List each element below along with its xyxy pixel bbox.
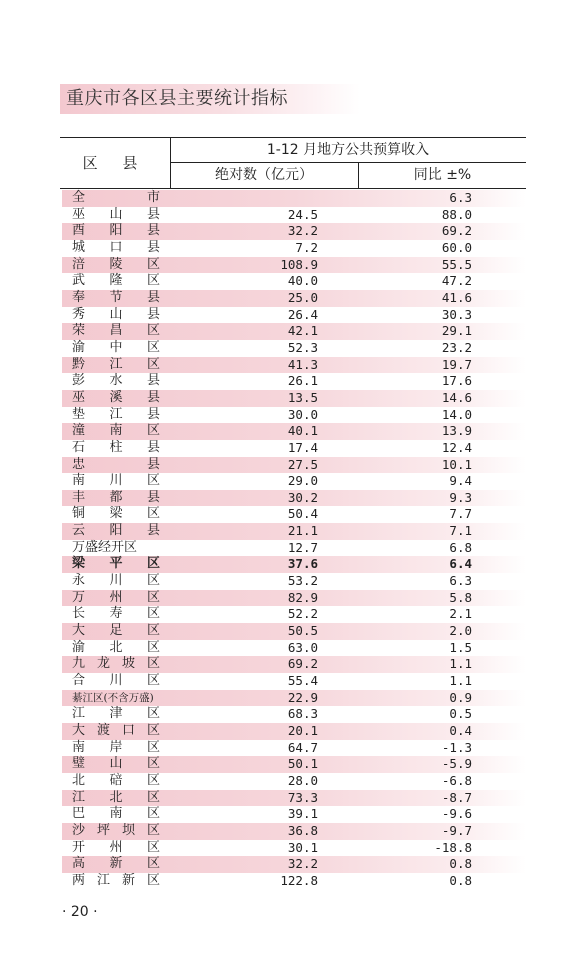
region-name: 沙 坪 坝 区 bbox=[72, 822, 160, 838]
yoy-change: 23.2 bbox=[441, 339, 472, 355]
table-row bbox=[62, 240, 526, 257]
region-name: 全 市 bbox=[72, 190, 160, 205]
absolute-value: 7.2 bbox=[295, 239, 318, 255]
yoy-change: 2.0 bbox=[449, 623, 472, 639]
absolute-value: 82.9 bbox=[287, 589, 318, 605]
absolute-value: 30.2 bbox=[287, 489, 318, 505]
absolute-value: 64.7 bbox=[287, 739, 318, 755]
absolute-value: 30.0 bbox=[287, 406, 318, 422]
absolute-value: 55.4 bbox=[287, 673, 318, 689]
region-name: 万 州 区 bbox=[72, 589, 160, 605]
region-name: 荣 昌 区 bbox=[72, 323, 160, 339]
table-row bbox=[62, 690, 526, 707]
region-name: 綦江区(不含万盛) bbox=[72, 691, 154, 704]
table-row bbox=[62, 190, 526, 207]
absolute-value: 52.2 bbox=[287, 606, 318, 622]
region-name: 武 隆 区 bbox=[72, 273, 160, 289]
yoy-change: 1.5 bbox=[449, 639, 472, 655]
absolute-value: 24.5 bbox=[287, 206, 318, 222]
absolute-value: 50.5 bbox=[287, 623, 318, 639]
region-name: 南 川 区 bbox=[72, 473, 160, 489]
yoy-change: 6.3 bbox=[449, 573, 472, 589]
absolute-value: 40.1 bbox=[287, 423, 318, 439]
absolute-value: 30.1 bbox=[287, 839, 318, 855]
absolute-value: 29.0 bbox=[287, 473, 318, 489]
region-column-header: 区 县 bbox=[82, 154, 148, 172]
yoy-change: 7.7 bbox=[449, 506, 472, 522]
absolute-value: 68.3 bbox=[287, 706, 318, 722]
table-row bbox=[62, 573, 526, 590]
region-name: 彭 水 县 bbox=[72, 373, 160, 389]
table-row bbox=[62, 340, 526, 357]
absolute-value: 108.9 bbox=[280, 256, 318, 272]
yoy-change-header: 同比 ±% bbox=[413, 167, 472, 183]
absolute-value: 17.4 bbox=[287, 439, 318, 455]
absolute-value: 40.0 bbox=[287, 273, 318, 289]
table-row bbox=[62, 773, 526, 790]
yoy-change: 6.4 bbox=[449, 556, 472, 572]
table-row bbox=[62, 357, 526, 374]
yoy-change: 19.7 bbox=[441, 356, 472, 372]
yoy-change: 0.8 bbox=[449, 872, 472, 888]
region-name: 大 渡 口 区 bbox=[72, 723, 160, 738]
yoy-change: 1.1 bbox=[449, 656, 472, 672]
region-name: 云 阳 县 bbox=[72, 523, 160, 539]
absolute-value: 37.6 bbox=[287, 556, 318, 572]
absolute-value: 69.2 bbox=[287, 656, 318, 672]
yoy-change: 12.4 bbox=[441, 439, 472, 455]
region-name: 大 足 区 bbox=[72, 623, 160, 639]
region-name: 渝 北 区 bbox=[72, 639, 160, 655]
absolute-value: 122.8 bbox=[280, 872, 318, 888]
table-row bbox=[62, 290, 526, 307]
table-row bbox=[62, 556, 526, 573]
region-name: 长 寿 区 bbox=[72, 606, 160, 622]
absolute-value: 20.1 bbox=[287, 723, 318, 738]
yoy-change: 6.3 bbox=[449, 190, 472, 205]
absolute-value: 50.1 bbox=[287, 756, 318, 772]
yoy-change: 6.8 bbox=[449, 539, 472, 555]
yoy-change: 14.6 bbox=[441, 389, 472, 405]
region-name: 巫 溪 县 bbox=[72, 389, 160, 405]
absolute-value: 53.2 bbox=[287, 573, 318, 589]
table-row bbox=[62, 623, 526, 640]
absolute-value: 73.3 bbox=[287, 789, 318, 805]
table-row bbox=[62, 540, 526, 557]
region-name: 万盛经开区 bbox=[72, 539, 138, 555]
region-name: 九 龙 坡 区 bbox=[72, 656, 160, 672]
table-row bbox=[62, 640, 526, 657]
header-bottom-rule bbox=[60, 188, 526, 189]
table-row bbox=[62, 590, 526, 607]
yoy-change: 60.0 bbox=[441, 239, 472, 255]
table-row bbox=[62, 656, 526, 673]
region-name: 巴 南 区 bbox=[72, 806, 160, 822]
yoy-change: -5.9 bbox=[441, 756, 472, 772]
region-name: 秀 山 县 bbox=[72, 306, 160, 322]
table-row bbox=[62, 223, 526, 240]
table-row bbox=[62, 723, 526, 740]
region-name: 城 口 县 bbox=[72, 239, 160, 255]
region-name: 璧 山 区 bbox=[72, 756, 160, 772]
table-row bbox=[62, 473, 526, 490]
region-name: 江 北 区 bbox=[72, 789, 160, 805]
absolute-value: 32.2 bbox=[287, 856, 318, 872]
region-name: 永 川 区 bbox=[72, 573, 160, 589]
table-row bbox=[62, 373, 526, 390]
yoy-change: 1.1 bbox=[449, 673, 472, 689]
absolute-value: 36.8 bbox=[287, 822, 318, 838]
budget-revenue-header: 1-12 月地方公共预算收入 bbox=[266, 142, 430, 158]
region-name: 合 川 区 bbox=[72, 673, 160, 689]
page-number: · 20 · bbox=[62, 904, 98, 920]
absolute-value: 39.1 bbox=[287, 806, 318, 822]
yoy-change: -8.7 bbox=[441, 789, 472, 805]
absolute-value: 12.7 bbox=[287, 539, 318, 555]
absolute-value: 21.1 bbox=[287, 523, 318, 539]
yoy-change: 55.5 bbox=[441, 256, 472, 272]
region-name: 潼 南 区 bbox=[72, 423, 160, 439]
yoy-change: 7.1 bbox=[449, 523, 472, 539]
absolute-value: 26.4 bbox=[287, 306, 318, 322]
absolute-value: 41.3 bbox=[287, 356, 318, 372]
yoy-change: 29.1 bbox=[441, 323, 472, 339]
table-row bbox=[62, 673, 526, 690]
region-name: 酉 阳 县 bbox=[72, 223, 160, 239]
absolute-value: 13.5 bbox=[287, 389, 318, 405]
yoy-change: -6.8 bbox=[441, 772, 472, 788]
table-row bbox=[62, 207, 526, 224]
region-name: 开 州 区 bbox=[72, 839, 160, 855]
yoy-change: -18.8 bbox=[434, 839, 472, 855]
region-name: 两 江 新 区 bbox=[72, 872, 160, 888]
table-row bbox=[62, 840, 526, 857]
table-row bbox=[62, 873, 526, 890]
table-row bbox=[62, 740, 526, 757]
table-row bbox=[62, 823, 526, 840]
absolute-value: 22.9 bbox=[287, 689, 318, 705]
table-row bbox=[62, 790, 526, 807]
absolute-value: 63.0 bbox=[287, 639, 318, 655]
region-name: 铜 梁 区 bbox=[72, 506, 160, 522]
yoy-change: 9.3 bbox=[449, 489, 472, 505]
table-row bbox=[62, 457, 526, 474]
yoy-change: 88.0 bbox=[441, 206, 472, 222]
region-name: 石 柱 县 bbox=[72, 439, 160, 455]
yoy-change: -9.6 bbox=[441, 806, 472, 822]
yoy-change: 30.3 bbox=[441, 306, 472, 322]
absolute-value: 42.1 bbox=[287, 323, 318, 339]
table-row bbox=[62, 323, 526, 340]
absolute-value-header: 绝对数（亿元） bbox=[215, 167, 313, 183]
absolute-value: 26.1 bbox=[287, 373, 318, 389]
region-name: 巫 山 县 bbox=[72, 206, 160, 222]
yoy-change: 10.1 bbox=[441, 456, 472, 472]
region-name: 垫 江 县 bbox=[72, 406, 160, 422]
yoy-change: 0.9 bbox=[449, 689, 472, 705]
yoy-change: 14.0 bbox=[441, 406, 472, 422]
yoy-change: 69.2 bbox=[441, 223, 472, 239]
table-row bbox=[62, 706, 526, 723]
region-name: 涪 陵 区 bbox=[72, 256, 160, 272]
yoy-change: 0.8 bbox=[449, 856, 472, 872]
absolute-value: 28.0 bbox=[287, 772, 318, 788]
table-row bbox=[62, 307, 526, 324]
yoy-change: -9.7 bbox=[441, 822, 472, 838]
table-row bbox=[62, 523, 526, 540]
yoy-change: 9.4 bbox=[449, 473, 472, 489]
absolute-value: 27.5 bbox=[287, 456, 318, 472]
yoy-change: 2.1 bbox=[449, 606, 472, 622]
yoy-change: 0.4 bbox=[449, 723, 472, 738]
absolute-value: 32.2 bbox=[287, 223, 318, 239]
region-name: 奉 节 县 bbox=[72, 289, 160, 305]
region-name: 忠 县 bbox=[72, 456, 160, 472]
table-row bbox=[62, 257, 526, 274]
region-name: 黔 江 区 bbox=[72, 356, 160, 372]
page-title: 重庆市各区县主要统计指标 bbox=[66, 88, 288, 109]
yoy-change: 17.6 bbox=[441, 373, 472, 389]
absolute-value: 50.4 bbox=[287, 506, 318, 522]
table-row bbox=[62, 440, 526, 457]
table-row bbox=[62, 273, 526, 290]
table-row bbox=[62, 606, 526, 623]
region-name: 高 新 区 bbox=[72, 856, 160, 872]
region-name: 北 碚 区 bbox=[72, 772, 160, 788]
table-row bbox=[62, 490, 526, 507]
yoy-change: 5.8 bbox=[449, 589, 472, 605]
absolute-value: 52.3 bbox=[287, 339, 318, 355]
table-body bbox=[62, 190, 526, 890]
table-row bbox=[62, 390, 526, 407]
region-name: 丰 都 县 bbox=[72, 489, 160, 505]
table-row bbox=[62, 856, 526, 873]
yoy-change: 47.2 bbox=[441, 273, 472, 289]
region-name: 梁 平 区 bbox=[72, 556, 160, 572]
region-name: 南 岸 区 bbox=[72, 739, 160, 755]
table-row bbox=[62, 423, 526, 440]
table-row bbox=[62, 806, 526, 823]
yoy-change: 0.5 bbox=[449, 706, 472, 722]
region-name: 江 津 区 bbox=[72, 706, 160, 722]
table-row bbox=[62, 506, 526, 523]
absolute-value: 25.0 bbox=[287, 289, 318, 305]
yoy-change: 13.9 bbox=[441, 423, 472, 439]
table-row bbox=[62, 407, 526, 424]
region-name: 渝 中 区 bbox=[72, 339, 160, 355]
table-row bbox=[62, 756, 526, 773]
yoy-change: 41.6 bbox=[441, 289, 472, 305]
yoy-change: -1.3 bbox=[441, 739, 472, 755]
